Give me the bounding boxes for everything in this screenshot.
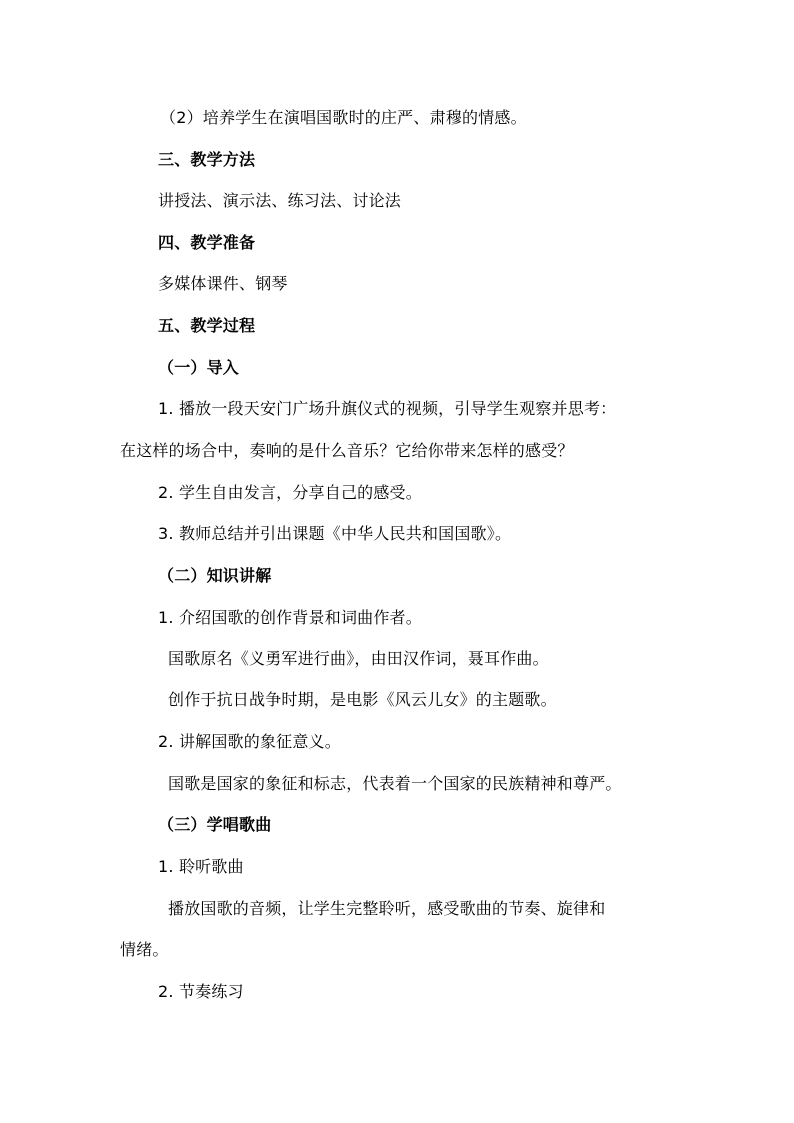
singing-item-2: 2. 节奏练习 (158, 982, 244, 1001)
section-heading-teaching-methods: 三、教学方法 (158, 150, 256, 169)
subsection-heading-singing: （三）学唱歌曲 (158, 815, 272, 834)
knowledge-item-1: 1. 介绍国歌的创作背景和词曲作者。 (158, 608, 422, 627)
singing-item-1: 1. 聆听歌曲 (158, 857, 244, 876)
knowledge-item-2: 2. 讲解国歌的象征意义。 (158, 732, 341, 751)
teaching-methods-text: 讲授法、演示法、练习法、讨论法 (158, 191, 402, 210)
knowledge-item-1-detail-a: 国歌原名《义勇军进行曲》，由田汉作词，聂耳作曲。 (168, 649, 549, 668)
knowledge-item-1-detail-b: 创作于抗日战争时期，是电影《风云儿女》的主题歌。 (168, 690, 557, 709)
teaching-preparation-text: 多媒体课件、钢琴 (158, 274, 288, 293)
introduction-item-2: 2. 学生自由发言，分享自己的感受。 (158, 483, 422, 502)
section-heading-teaching-preparation: 四、教学准备 (158, 233, 256, 252)
subsection-heading-introduction: （一）导入 (158, 358, 240, 377)
section-heading-teaching-process: 五、教学过程 (158, 316, 256, 335)
introduction-item-1: 1. 播放一段天安门广场升旗仪式的视频，引导学生观察并思考： (158, 399, 617, 418)
singing-item-1-detail: 播放国歌的音频，让学生完整聆听，感受歌曲的节奏、旋律和 (168, 899, 606, 918)
introduction-item-1-continued: 在这样的场合中，奏响的是什么音乐？它给你带来怎样的感受？ (120, 441, 574, 460)
introduction-item-3: 3. 教师总结并引出课题《中华人民共和国国歌》。 (158, 524, 512, 543)
singing-item-1-detail-continued: 情绪。 (120, 940, 169, 959)
objective-item-2: （2）培养学生在演唱国歌时的庄严、肃穆的情感。 (160, 108, 527, 127)
knowledge-item-2-detail: 国歌是国家的象征和标志，代表着一个国家的民族精神和尊严。 (168, 774, 622, 793)
subsection-heading-knowledge: （二）知识讲解 (158, 566, 272, 585)
